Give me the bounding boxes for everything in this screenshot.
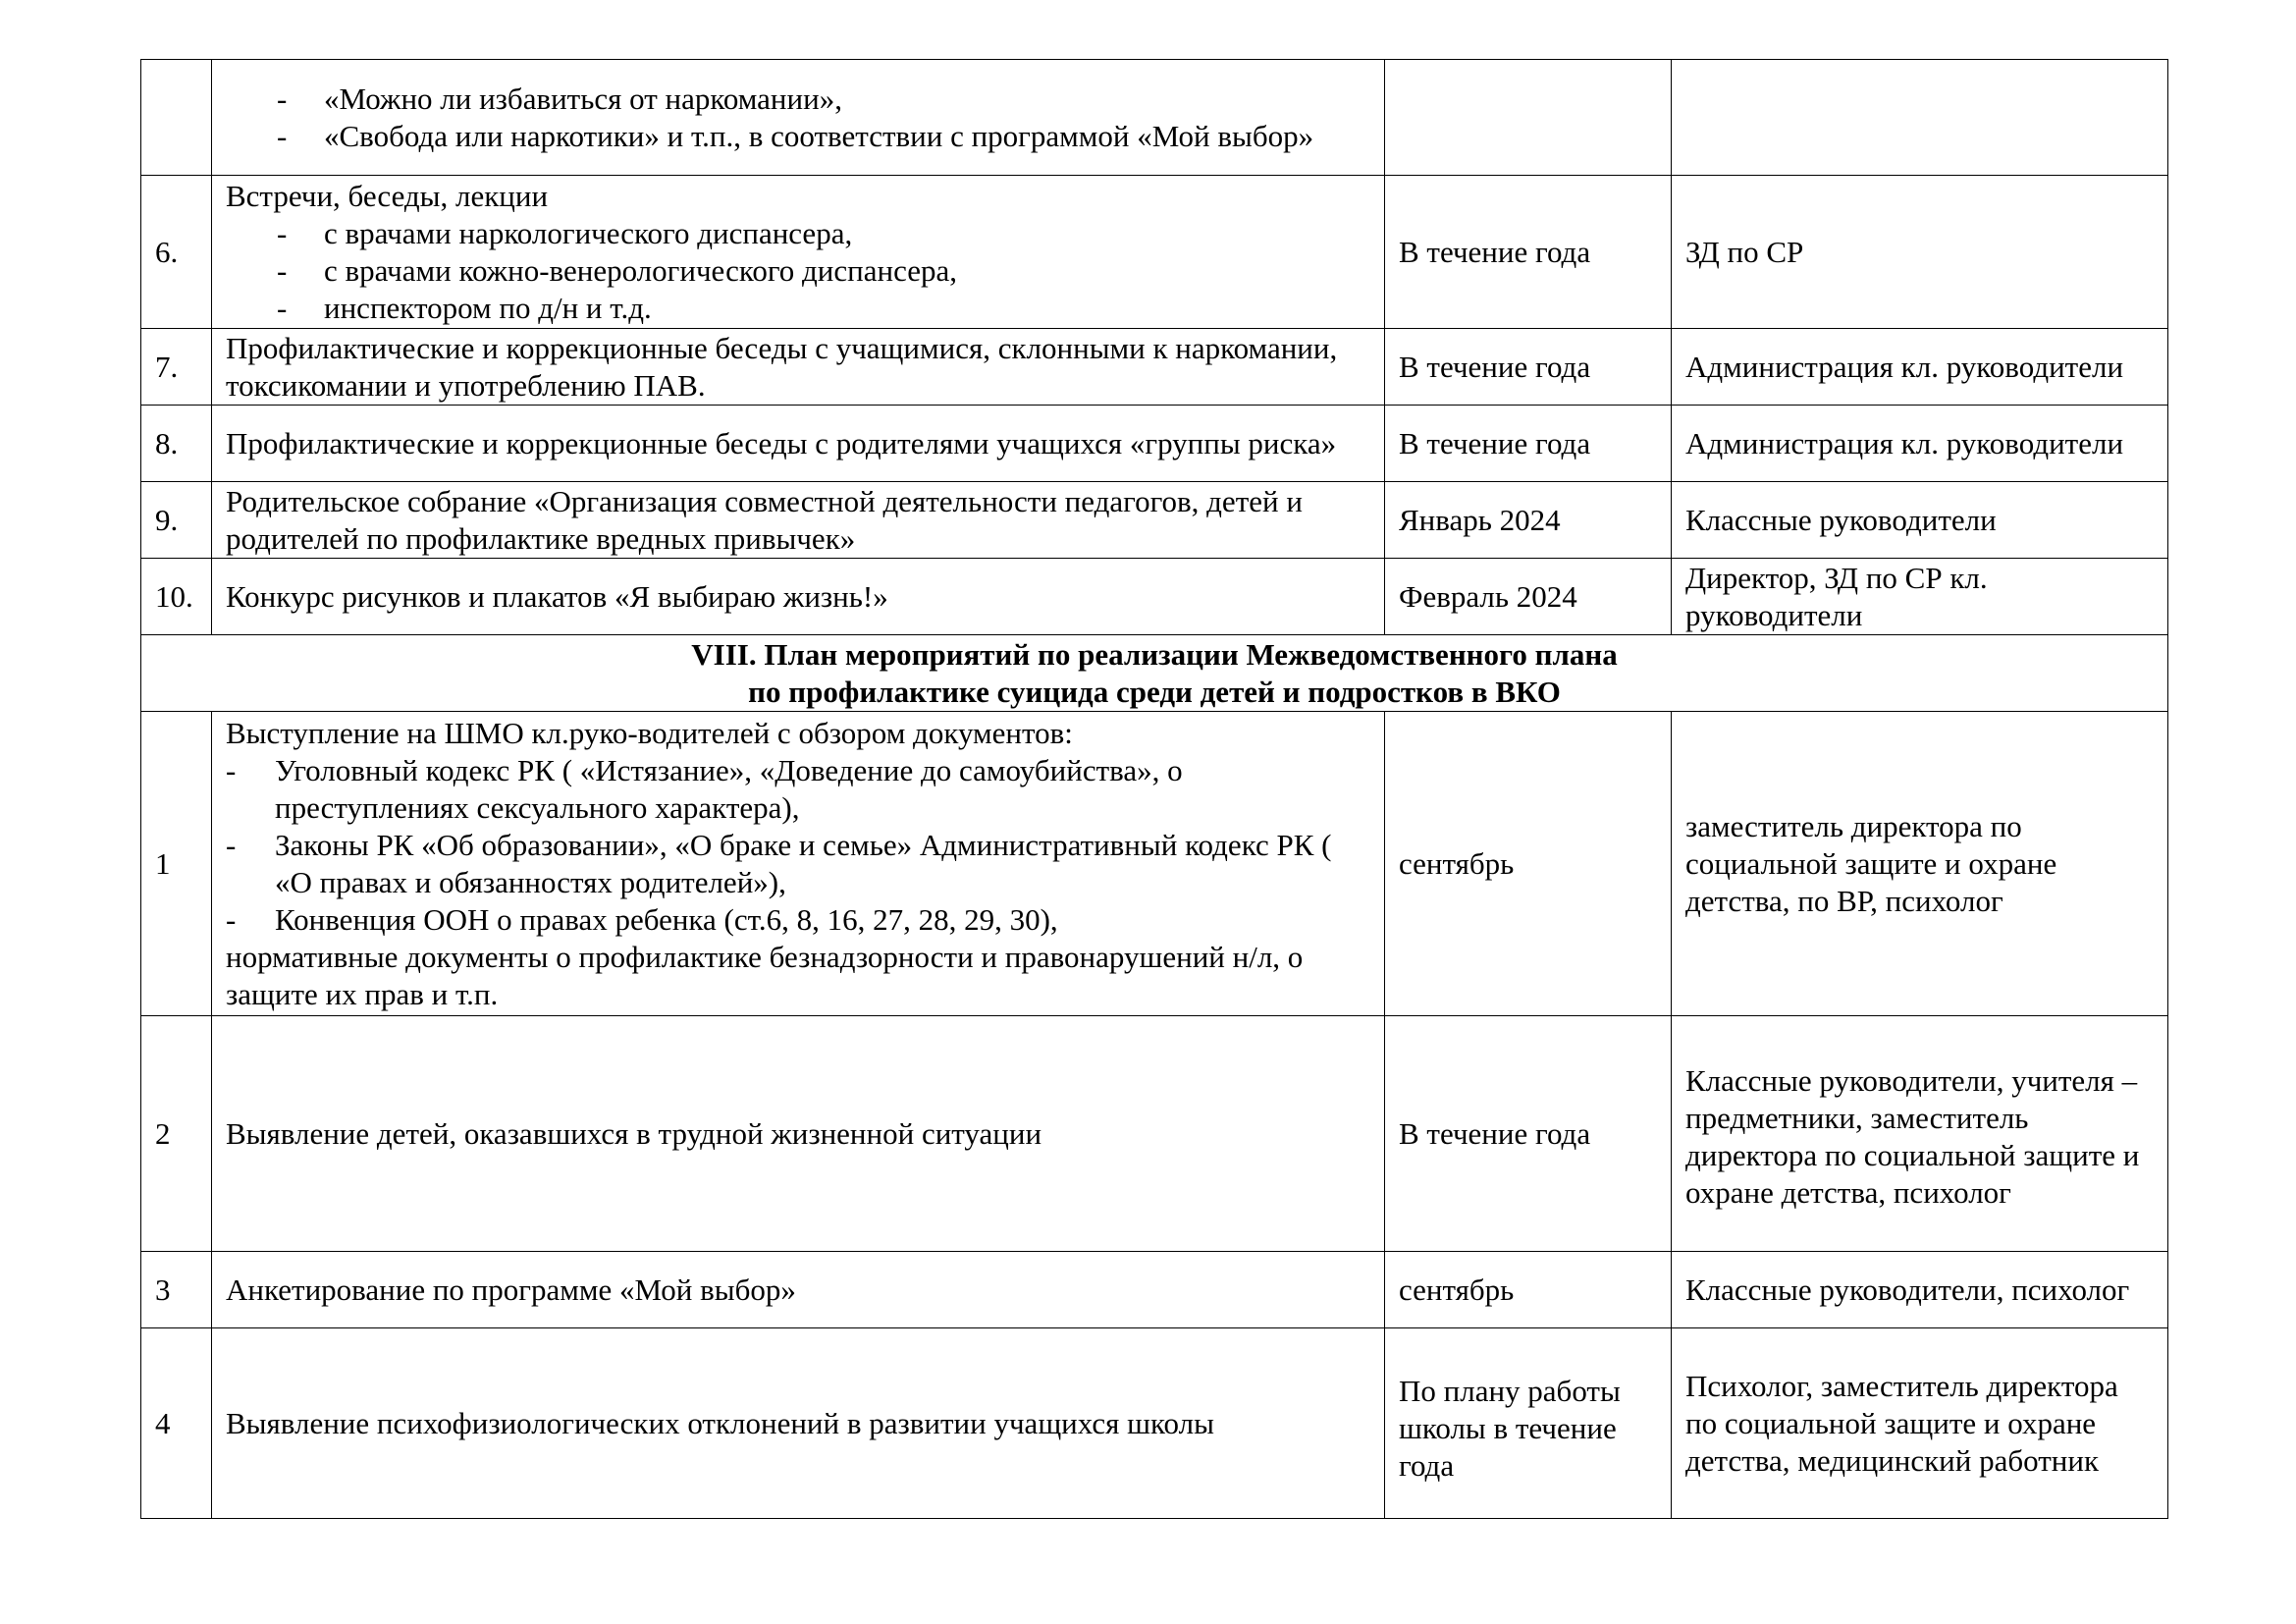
event-list xyxy=(226,752,1370,939)
responsible-cell: Классные руководители, психолог xyxy=(1672,1252,2168,1328)
list-item: - Конвенция ООН о правах ребенка (ст.6, 8, 16, 27, 28, 29, 30), xyxy=(226,901,1370,939)
event-cell: Конкурс рисунков и плакатов «Я выбираю жизнь!» xyxy=(212,559,1385,635)
table-row xyxy=(141,406,2168,482)
row-number: 10. xyxy=(141,559,212,635)
event-cell xyxy=(212,176,1385,329)
list-item: - с врачами наркологического диспансера, xyxy=(226,215,1370,252)
date-cell: сентябрь xyxy=(1385,1252,1672,1328)
event-cell xyxy=(212,712,1385,1016)
event-cell: Родительское собрание «Организация совместной деятельности педагогов, детей и родителей по профилактике вредных привычек» xyxy=(212,482,1385,559)
responsible-cell: Директор, ЗД по СР кл. руководители xyxy=(1672,559,2168,635)
plan-table xyxy=(140,59,2168,1519)
row-number: 1 xyxy=(141,712,212,1016)
event-cell: Профилактические и коррекционные беседы с учащимися, склонными к наркомании, токсикомании и употреблению ПАВ. xyxy=(212,329,1385,406)
row-number: 3 xyxy=(141,1252,212,1328)
table-row xyxy=(141,559,2168,635)
table-row xyxy=(141,1252,2168,1328)
responsible-cell: Классные руководители xyxy=(1672,482,2168,559)
date-cell xyxy=(1385,60,1672,176)
event-cell: Профилактические и коррекционные беседы с родителями учащихся «группы риска» xyxy=(212,406,1385,482)
row-number: 7. xyxy=(141,329,212,406)
section-header-row xyxy=(141,635,2168,712)
section-title-line: по профилактике суицида среди детей и подростков в ВКО xyxy=(748,674,1561,709)
row-number: 4 xyxy=(141,1328,212,1519)
list-item: - «Свобода или наркотики» и т.п., в соответствии с программой «Мой выбор» xyxy=(226,118,1370,155)
date-cell: В течение года xyxy=(1385,329,1672,406)
event-outro: нормативные документы о профилактике безнадзорности и правонарушений н/л, о защите их прав и т.п. xyxy=(226,939,1304,1011)
section-title-line: VIII. План мероприятий по реализации Межведомственного плана xyxy=(691,636,1618,672)
table-row xyxy=(141,329,2168,406)
list-item: - Законы РК «Об образовании», «О браке и семье» Административный кодекс РК ( «О правах и обязанностях родителей»), xyxy=(226,827,1370,901)
table-row xyxy=(141,60,2168,176)
event-cell: Выявление детей, оказавшихся в трудной жизненной ситуации xyxy=(212,1016,1385,1252)
event-list xyxy=(226,215,1370,327)
event-cell: Выявление психофизиологических отклонений в развитии учащихся школы xyxy=(212,1328,1385,1519)
date-cell: Январь 2024 xyxy=(1385,482,1672,559)
list-item: - Уголовный кодекс РК ( «Истязание», «Доведение до самоубийства», о преступлениях сексуального характера), xyxy=(226,752,1370,827)
responsible-cell: Классные руководители, учителя –предметники, заместитель директора по социальной защите и охране детства, психолог xyxy=(1672,1016,2168,1252)
list-item: - «Можно ли избавиться от наркомании», xyxy=(226,81,1370,118)
table-row xyxy=(141,712,2168,1016)
event-cell: Анкетирование по программе «Мой выбор» xyxy=(212,1252,1385,1328)
responsible-cell: ЗД по СР xyxy=(1672,176,2168,329)
responsible-cell: Психолог, заместитель директора по социальной защите и охране детства, медицинский работник xyxy=(1672,1328,2168,1519)
table-row xyxy=(141,482,2168,559)
table-row xyxy=(141,1016,2168,1252)
responsible-cell: заместитель директора по социальной защите и охране детства, по ВР, психолог xyxy=(1672,712,2168,1016)
list-item: - инспектором по д/н и т.д. xyxy=(226,290,1370,327)
table-row xyxy=(141,176,2168,329)
date-cell: сентябрь xyxy=(1385,712,1672,1016)
row-number: 8. xyxy=(141,406,212,482)
event-cell xyxy=(212,60,1385,176)
date-cell: В течение года xyxy=(1385,1016,1672,1252)
list-item: - с врачами кожно-венерологического диспансера, xyxy=(226,252,1370,290)
event-list xyxy=(226,81,1370,155)
responsible-cell: Администрация кл. руководители xyxy=(1672,329,2168,406)
row-number: 2 xyxy=(141,1016,212,1252)
row-number: 6. xyxy=(141,176,212,329)
event-intro: Выступление на ШМО кл.руко-водителей с обзором документов: xyxy=(226,715,1073,750)
table-row xyxy=(141,1328,2168,1519)
date-cell: В течение года xyxy=(1385,176,1672,329)
row-number xyxy=(141,60,212,176)
responsible-cell: Администрация кл. руководители xyxy=(1672,406,2168,482)
date-cell: Февраль 2024 xyxy=(1385,559,1672,635)
event-intro: Встречи, беседы, лекции xyxy=(226,178,549,213)
row-number: 9. xyxy=(141,482,212,559)
section-title xyxy=(141,635,2168,712)
date-cell: В течение года xyxy=(1385,406,1672,482)
responsible-cell xyxy=(1672,60,2168,176)
date-cell: По плану работы школы в течение года xyxy=(1385,1328,1672,1519)
